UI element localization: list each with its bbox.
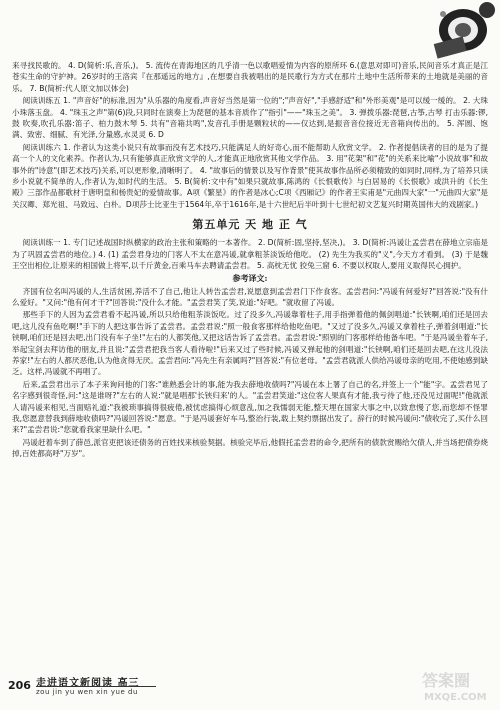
watermark-logo: [418, 666, 498, 706]
translation-paragraph: 后来,孟尝君出示了本子来询问他的门客:"谁熟悉会计的事,能为我去薛地收债吗?"冯谖在本上署了自己的名,并签上一个"能"字。孟尝君见了名字感到很奇怪,问:"这是谁呀?"左右的人说:"就是唱那'长铗归来'的人。"孟尝君笑道:"这位客人果真有才能,我亏待了他,还没见过面呢!"他就派人请冯谖来相见,当面赔礼道:"我被琐事搞得很疲倦,被忧虑搞得心烦意乱,加之我懦弱无能,整天埋在国家大事之中,以致怠慢了您,而您却不怪罪我,您愿意替我到薛地收债吗?"冯谖回答说:"愿意。"于是冯谖套好车马,整治行装,载上契约票据出发了。辞行的时候冯谖问:"债收完了,买什么回来?"孟尝君说:"您就看我家里缺什么吧。": [12, 379, 488, 435]
translation-paragraph: 那些手下的人因为孟尝君看不起冯谖,所以只给他粗茶淡饭吃。过了没多久,冯谖靠着柱子,用手指弹着他的佩剑唱道:"长铗啊,咱们还是回去吧,这儿没有鱼吃啊!"手下的人把这事告诉了孟尝君。孟尝君说:"照一般食客那样给他吃鱼吧。"又过了没多久,冯谖又拿着柱子,弹着剑唱道:"长铗啊,咱们还是回去吧,出门没有车子坐!"左右的人都笑他,又把这话告诉了孟尝君。孟尝君说:"照别的门客那样给他备车吧。"于是冯谖坐着车子,举起宝剑去拜访他的朋友,并且说:"孟尝君把我当客人看待啦!"后来又过了些时候,冯谖又弹起他的剑唱道:"长铗啊,咱们还是回去吧,在这儿没法养家!"左右的人都厌恶他,认为他贪得无厌。孟尝君问:"冯先生有亲属吗?"回答说:"有位老母。"孟尝君就派人供给冯谖母亲的吃用,不使她感到缺乏。这样,冯谖就不再唱了。: [12, 310, 488, 377]
book-pinyin: zou jin yu wen xin yue du: [36, 688, 138, 696]
book-title: 走进语文新阅读 高三: [36, 678, 140, 689]
answer-paragraph: 阅读训练六 1. 作者认为这类小说只有故事而没有艺术技巧,只能满足人的好奇心,而不能帮助人欣赏文学。 2. 作者提倡读者的目的是为了提高一个人的文化素养。作者认为,只有能够真正欣赏文学的人,才能真正地欣赏其他文学作品。 3. 用"花架"和"花"的关系来比喻"小说故事"和故事外的"诗意"(即艺术技巧)关系,可以更形象,清晰明了。 4. "故事后的情景以及写作背景"使其故事作品所必须精致的如同时,同样,为了培养只读乡小说就不简单的人,作者认为,如时代的生活。 5. B(简析:文中有"如果只就故事,陈鸿的《长恨歌传》与白居易的《长恨歌》或洪升的《长生殿》三部作品都歌材于唐明皇和杨贵妃的爱情故事。A项《繁星》的作者是冰心;C项《西厢记》的作者王实甫是"元曲四大家"一"元曲四大家"是关汉卿、郑光祖、马致远、白朴。D项莎士比亚生于1564年,卒于1616年,是十六世纪后半叶到十七世纪初文艺复兴时期英国伟大的戏剧家。): [12, 142, 488, 209]
translation-paragraph: 冯谖赶着车到了薛邑,派官吏把该还债务的百姓找来核验契据。核验完毕后,他假托孟尝君的命令,把所有的债款赏赐给欠债人,并当场把债券烧掉,百姓都高呼"万岁"。: [12, 437, 488, 459]
translation-block: [12, 286, 488, 460]
page-content: [12, 60, 488, 461]
answer-paragraph: 阅读训练一 1. 专门记述战国时纵横家的政治主张和策略的一本著作。 2. D(简析:固,坚持,坚决,)。 3. D(简析:冯谖让孟尝君在薛地立宗庙是为了巩固孟尝君的地位。) 4. (1) 孟尝君身边的门客人不太在意冯谖,就拿粗茶淡饭给他吃。 (2) 先生为我买的"义",今天方才看到。 (3) 于是魏王空出相位,让原来的相国做上将军,以千斤黄金,百乘马车去聘请孟尝君。 5. 高枕无忧 狡兔三窟 6. 不要以权取人,要用义取得民心拥护。: [12, 238, 488, 271]
translation-paragraph: 齐国有位名叫冯谖的人,生活贫困,养活不了自己,他让人转告孟尝君,说愿意到孟尝君门下作食客。孟尝君问:"冯谖有何爱好?"回答说:"没有什么爱好。"又问:"他有何才干?"回答说:"没什么才能。"孟尝君笑了笑,说道:"好吧。"就收留了冯谖。: [12, 286, 488, 307]
svg-text:MXQE.COM: MXQE.COM: [424, 692, 487, 703]
page-number: 206: [8, 679, 31, 692]
corner-decoration: [415, 0, 500, 60]
svg-text:答案圈: 答案圈: [422, 671, 471, 690]
translation-heading: 参考译文:: [232, 272, 268, 283]
answer-paragraph: 来寻找民歌的。 4. D(简析:乐,音乐,)。 5. 流传在青海地区的几乎清一色以歌唱爱情为内容的原所环 6.(意思对即可)音乐,民间音乐才真正是江苍实生命的守护神。26岁时的王洛宾『在那遥远的地方』,在想要自我被唱出的是民歌行为方式在那片土地中生活所带来的土地就是美丽的音乐。 7. B(简析:代人原文加以体会): [12, 61, 488, 93]
answer-paragraph: 阅读训练五 1. "声音好"的标准,因为"从乐器的角度看,声音好当然是第一位的";"声音好","手感舒适"和"外形美观"是可以缓一缓的。 2. 大珠小珠落玉盘。 4. "珠玉之声"第(6)段,只同时在演奏上为琵琶的基本音质作了"指引"——"珠玉之美"。 3. 弹拨乐器:琵琶,古筝,古琴 打击乐器:锣,鼓 吹奏,吹孔乐器:笛子、柏力鼓木琴 5. 共有"音箱共鸣",发音孔手册是颗粒状的——仅达到,是振音音位接近无音箱向传出的。 5. 浑圆、饱满、致密、细腻、有光泽,分量感,水灵灵 6. D: [12, 96, 488, 140]
section-heading: 第五单元 天 地 正 气: [192, 218, 308, 232]
footer-divider: [36, 686, 156, 687]
